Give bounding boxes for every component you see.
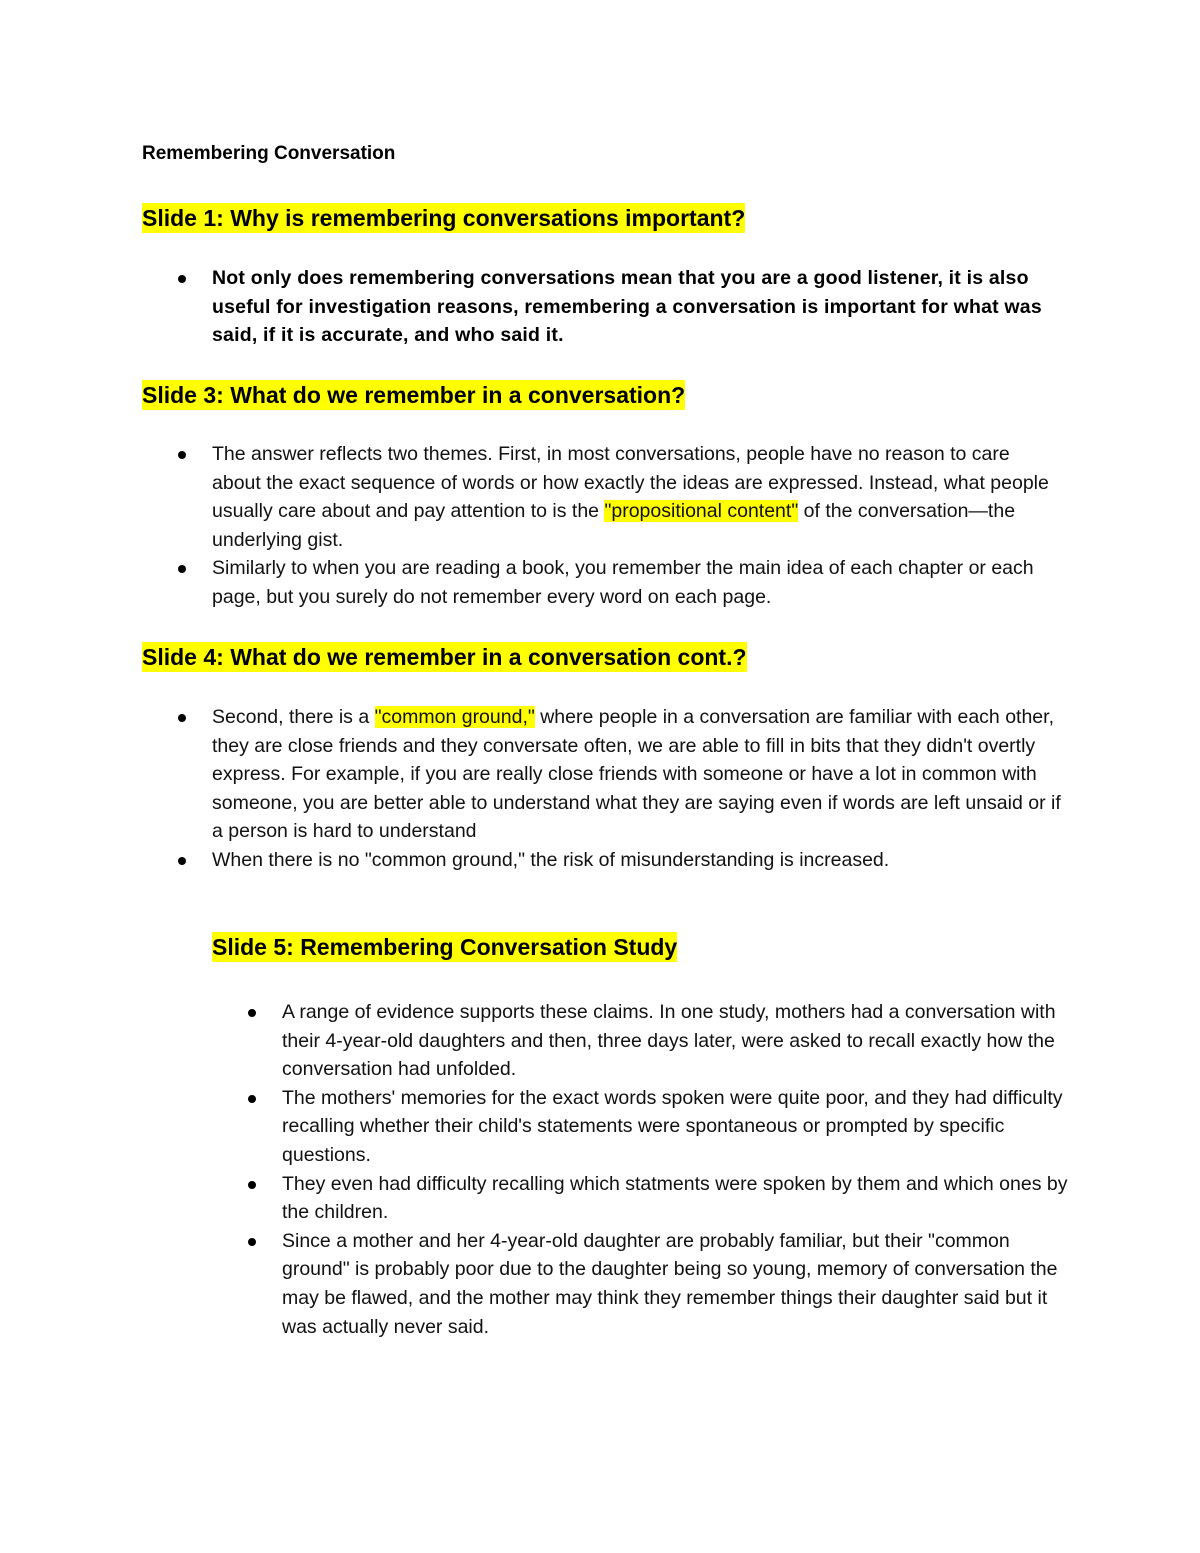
- list-item-text: When there is no "common ground," the risk of misunderstanding is increased.: [212, 848, 890, 871]
- bullet-list-slide-3: [212, 440, 1060, 612]
- bullet-dot-icon: [248, 1238, 256, 1246]
- list-item: [282, 1227, 1072, 1341]
- list-item: [282, 998, 1072, 1084]
- highlighted-term: "common ground,": [374, 706, 535, 728]
- list-item-text: A range of evidence supports these claims. In one study, mothers had a conversation with their 4-year-old daughters and then, three days later, were asked to recall exactly how the conversation had unfolded.: [282, 1001, 1056, 1081]
- highlighted-term: "propositional content": [604, 500, 799, 523]
- bullet-dot-icon: [248, 1095, 256, 1103]
- section-heading-slide-3: [142, 380, 685, 410]
- section-heading-text: Slide 4: What do we remember in a conversation cont.?: [142, 644, 747, 670]
- list-item-text: of the conversation—the underlying gist.: [212, 500, 1016, 551]
- bullet-dot-icon: [178, 275, 186, 283]
- section-heading-text: Slide 1: Why is remembering conversations important?: [142, 205, 746, 231]
- list-item: [282, 1084, 1072, 1170]
- bullet-list-slide-4: [212, 703, 1070, 875]
- section-heading-text: Slide 5: Remembering Conversation Study: [212, 934, 678, 960]
- list-item-text: Since a mother and her 4-year-old daughter are probably familiar, but their "common ground" is probably poor due to the daughter being so young, memory of conversation the may be flawed, and the mother may think they remember things their daughter said but it was actually never said.: [282, 1229, 1058, 1338]
- bullet-dot-icon: [178, 451, 186, 459]
- bullet-dot-icon: [178, 714, 186, 722]
- bullet-dot-icon: [248, 1181, 256, 1189]
- list-item: [212, 703, 1070, 846]
- list-item: [212, 846, 1070, 875]
- bullet-dot-icon: [248, 1009, 256, 1017]
- list-item: [212, 440, 1060, 554]
- section-heading-slide-5: [212, 932, 677, 962]
- list-item-text: Not only does remembering conversations mean that you are a good listener, it is also useful for investigation reasons, remembering a conversation is important for what was said, if it is accurate, and who said it.: [212, 267, 1042, 347]
- bullet-dot-icon: [178, 565, 186, 573]
- list-item: [282, 1170, 1072, 1227]
- bullet-dot-icon: [178, 857, 186, 865]
- section-heading-text: Slide 3: What do we remember in a conversation?: [142, 382, 686, 408]
- list-item: [212, 264, 1070, 350]
- bullet-list-slide-5: [282, 998, 1072, 1341]
- document-title: Remembering Conversation: [142, 143, 396, 164]
- list-item-text: Second, there is a: [212, 706, 375, 728]
- list-item-text: The mothers' memories for the exact words spoken were quite poor, and they had difficulty recalling whether their child's statements were spontaneous or prompted by specific questions.: [282, 1086, 1063, 1166]
- list-item-text: Similarly to when you are reading a book, you remember the main idea of each chapter or each page, but you surely do not remember every word on each page.: [212, 557, 1034, 608]
- bullet-list-slide-1: [212, 264, 1070, 350]
- list-item: [212, 554, 1060, 611]
- list-item-text: where people in a conversation are familiar with each other, they are close friends and they conversate often, we are able to fill in bits that they didn't overtly express. For example, if you are really close friends with someone or have a lot in common with someone, you are better able to understand what they are saying even if words are left unsaid or if a person is hard to understand: [212, 706, 1061, 843]
- section-heading-slide-1: [142, 203, 745, 233]
- list-item-text: The answer reflects two themes. First, in most conversations, people have no reason to care about the exact sequence of words or how exactly the ideas are expressed. Instead, what people usually care about and pay attention to is the: [212, 443, 1049, 523]
- list-item-text: They even had difficulty recalling which statments were spoken by them and which ones by the children.: [282, 1172, 1068, 1224]
- section-heading-slide-4: [142, 642, 747, 672]
